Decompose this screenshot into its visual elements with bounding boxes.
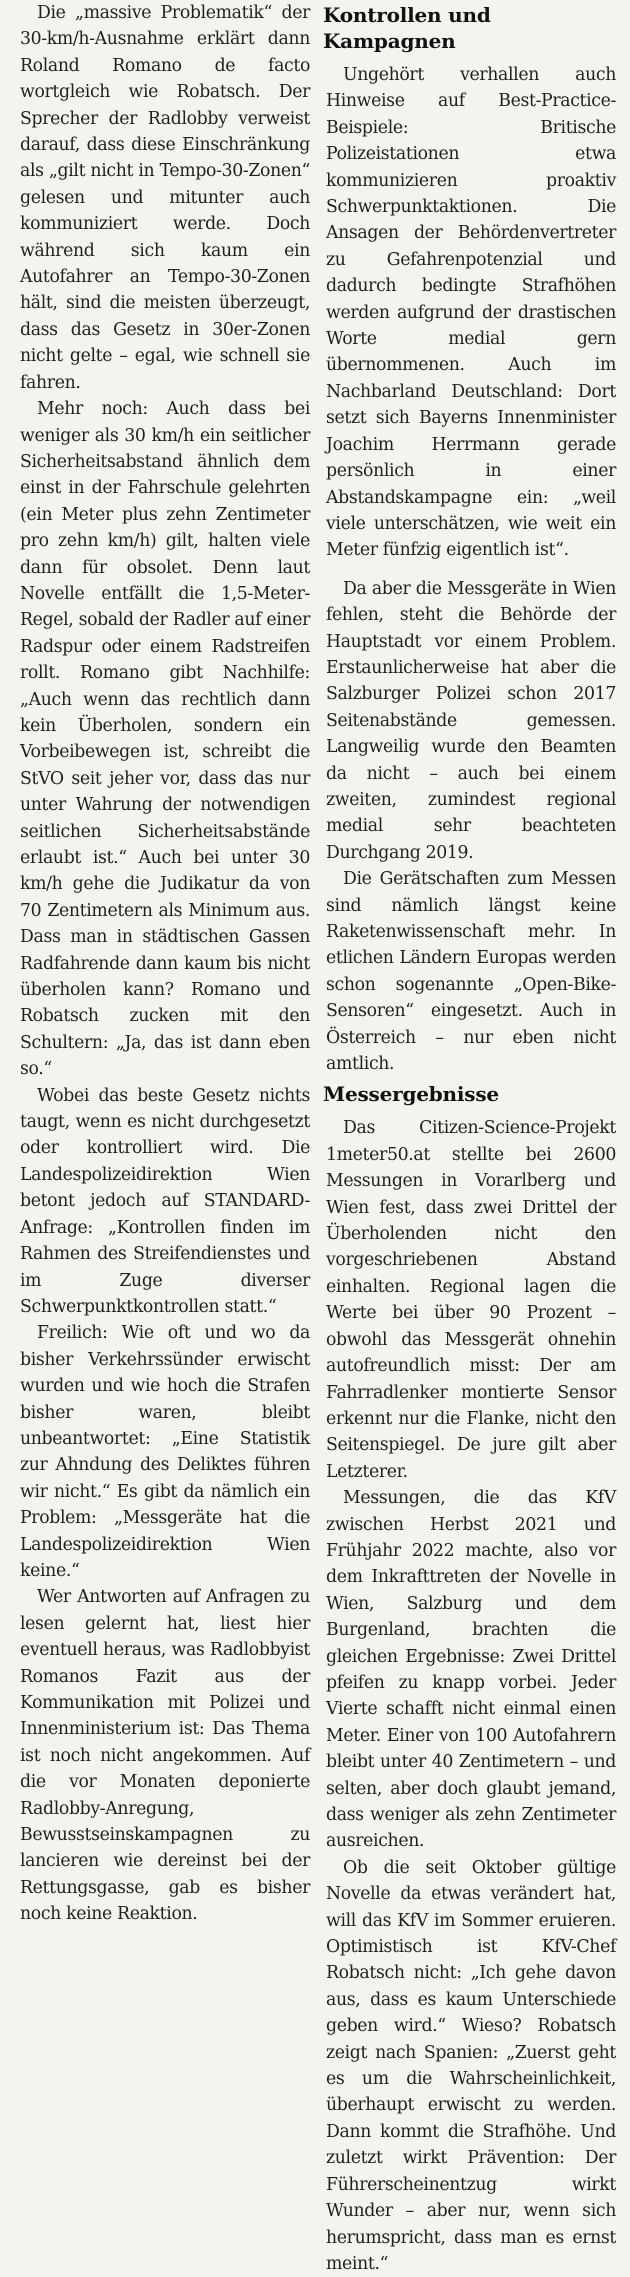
- article-left-column: [20, 0, 310, 1928]
- paragraph: Ungehört verhallen auch Hinweise auf Best-Practice-Beispiele: Britische Polizeistationen etwa kommunizieren proaktiv Schwerpunktaktionen. Die Ansagen der Behördenvertreter zu Gefahrenpotenzial und dadurch bedingte Strafhöhen werden aufgrund der drastischen Worte medial gern übernommenen. Auch im Nachbarland Deutschland: Dort setzt sich Bayerns Innenminister Joachim Herrmann gerade persönlich in einer Abstandskampagne ein: „weil viele unterschätzen, wie weit ein Meter fünfzig eigentlich ist“.: [326, 65, 616, 561]
- section-heading: Messergebnisse: [323, 1082, 499, 1107]
- paragraph: Die Gerätschaften zum Messen sind nämlich längst keine Raketenwissenschaft mehr. In etlichen Ländern Europas werden schon sogenannte „Open-Bike-Sensoren“ eingesetzt. Auch in Österreich – nur eben nicht amtlich.: [326, 869, 616, 1075]
- paragraph: Wer Antworten auf Anfragen zu lesen gelernt hat, liest hier eventuell heraus, was Radlobbyist Romanos Fazit aus der Kommunikation mit Polizei und Innenministerium ist: Das Thema ist noch nicht angekommen. Auf die vor Monaten deponierte Radlobby-Anregung, Bewusstseinskampagnen zu lancieren wie dereinst bei der Rettungsgasse, gab es bisher noch keine Reaktion.: [20, 1587, 310, 1925]
- paragraph: Ob die seit Oktober gültige Novelle da etwas verändert hat, will das KfV im Sommer eruieren. Optimistisch ist KfV-Chef Robatsch nicht: „Ich gehe davon aus, dass es kaum Unterschiede geben wird.“ Wieso? Robatsch zeigt nach Spanien: „Zuerst geht es um die Wahrscheinlichkeit, überhaupt erwischt zu werden. Dann kommt die Strafhöhe. Und zuletzt wirkt Prävention: Der Führerscheinentzug wirkt Wunder – aber nur, wenn sich herumspricht, dass man es ernst meint.“: [326, 1857, 616, 2274]
- paragraph: Messungen, die das KfV zwischen Herbst 2021 und Frühjahr 2022 machte, also vor dem Inkrafttreten der Novelle in Wien, Salzburg und dem Burgenland, brachten die gleichen Ergebnisse: Zwei Drittel pfeifen zu knapp vorbei. Jeder Vierte schafft nicht einmal einen Meter. Einer von 100 Autofahrern bleibt unter 40 Zentimetern – und selten, aber doch glaubt jemand, dass weniger als zehn Zentimeter ausreichen.: [326, 1488, 616, 1852]
- paragraph: Wobei das beste Gesetz nichts taugt, wenn es nicht durchgesetzt oder kontrolliert wird. Die Landespolizeidirektion Wien betont jedoch auf STANDARD-Anfrage: „Kontrollen finden im Rahmen des Streifendienstes und im Zuge diverser Schwerpunktkontrollen statt.“: [20, 1085, 310, 1317]
- paragraph: Das Citizen-Science-Projekt 1meter50.at stellte bei 2600 Messungen in Vorarlberg und Wien fest, dass zwei Drittel der Überholenden nicht den vorgeschriebenen Abstand einhalten. Regional lagen die Werte bei über 90 Prozent – obwohl das Messgerät ohnehin autofreundlich misst: Der am Fahrradlenker montierte Sensor erkennt nur die Flanke, nicht den Seitenspiegel. De jure gilt aber Letzterer.: [326, 1118, 616, 1482]
- article-right-column: [323, 0, 616, 2277]
- paragraph: Die „massive Problematik“ der 30-km/h-Ausnahme erklärt dann Roland Romano de facto wortgleich wie Robatsch. Der Sprecher der Radlobby verweist darauf, dass diese Einschränkung als „gilt nicht in Tempo-30-Zonen“ gelesen und mitunter auch kommuniziert werde. Doch während sich kaum ein Autofahrer an Tempo-30-Zonen hält, sind die meisten überzeugt, dass das Gesetz in 30er-Zonen nicht gelte – egal, wie schnell sie fahren.: [20, 3, 310, 393]
- paragraph-gap: [326, 564, 616, 576]
- section-heading: Kontrollen und Kampagnen: [323, 3, 491, 53]
- paragraph: Da aber die Messgeräte in Wien fehlen, steht die Behörde der Hauptstadt vor einem Problem. Erstaunlicherweise hat aber die Salzburger Polizei schon 2017 Seitenabstände gemessen. Langweilig wurde den Beamten da nicht – auch bei einem zweiten, zumindest regional medial sehr beachteten Durchgang 2019.: [326, 578, 616, 863]
- paragraph: Mehr noch: Auch dass bei weniger als 30 km/h ein seitlicher Sicherheitsabstand ähnlich dem einst in der Fahrschule gelehrten (ein Meter plus zehn Zentimeter pro zehn km/h) gilt, halten viele dann für obsolet. Denn laut Novelle entfällt die 1,5-Meter-Regel, sobald der Radler auf einer Radspur oder einem Radstreifen rollt. Romano gibt Nachhilfe: „Auch wenn das rechtlich dann kein Überholen, sondern ein Vorbeibewegen ist, schreibt die StVO seit jeher vor, dass das nur unter Wahrung der notwendigen seitlichen Sicherheitsabstände erlaubt ist.“ Auch bei unter 30 km/h gehe die Judikatur da von 70 Zentimetern als Minimum aus. Dass man in städtischen Gassen Radfahrende dann kaum bis nicht überholen kann? Romano und Robatsch zucken mit den Schultern: „Ja, das ist dann eben so.“: [20, 399, 310, 1080]
- paragraph: Freilich: Wie oft und wo da bisher Verkehrssünder erwischt wurden und wie hoch die Strafen bisher waren, bleibt unbeantwortet: „Eine Statistik zur Ahndung des Deliktes führen wir nicht.“ Es gibt da nämlich ein Problem: „Messgeräte hat die Landespolizeidirektion Wien keine.“: [20, 1323, 310, 1581]
